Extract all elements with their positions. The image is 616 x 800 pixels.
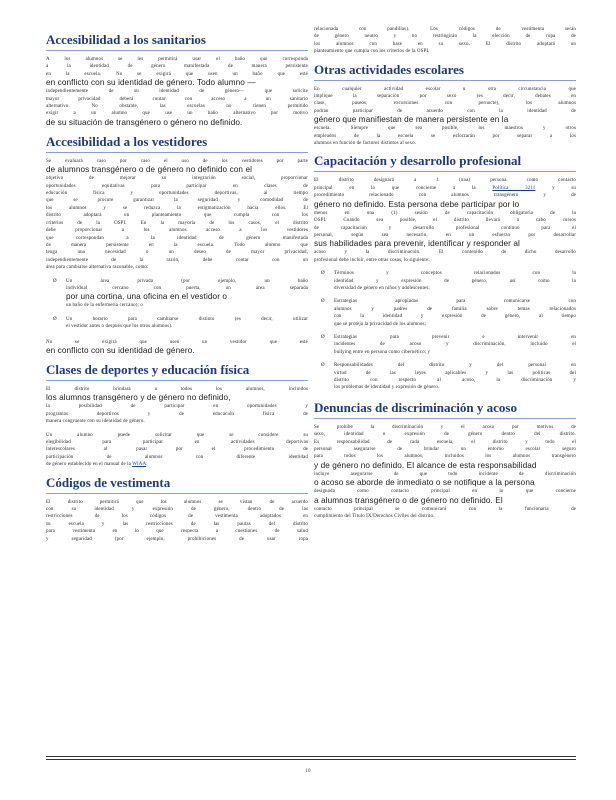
text-line: designada como contacto principal en lo que concierne (314, 489, 576, 495)
text-line: identidad y expresión de género, así como la (334, 278, 576, 284)
bullet-arrow-icon: Ø (321, 363, 325, 369)
bullet-item (321, 362, 576, 392)
text-line: restricciones de los códigos de vestimenta adoptados en (46, 514, 308, 520)
text-line: los alumnos transgénero y de género no definido, (46, 393, 231, 403)
text-line: para todos los alumnos, incluidos los alumnos transgénero (314, 454, 576, 460)
text-line: Términos y conceptos relacionados con la (334, 271, 576, 277)
text-line: los problemas de identidad y expresión de género. (334, 385, 440, 391)
text-line: género que manifiestan de manera persistente en la (314, 115, 509, 125)
section-heading-deportes: Clases de deportes y educación física (46, 362, 308, 381)
paragraph-vestimenta (46, 499, 308, 543)
text-line: que se proteja la privacidad de los alumnos; (334, 321, 427, 327)
text-line: bullying entre en persona como cibernético; y (334, 349, 431, 355)
bullet-arrow-icon: Ø (53, 278, 57, 284)
policy-link[interactable]: Política 3211 (492, 185, 536, 191)
text-line: programas deportivos y de educación física de (46, 411, 308, 417)
text-line: relacionada con pandillas). Los códigos de vestimenta serán (314, 27, 576, 32)
bullet-item (321, 270, 576, 292)
bullet-item (321, 334, 576, 356)
page-number: 10 (305, 769, 311, 774)
text-line: independientemente de su identidad de género— que solicite (46, 89, 308, 95)
text-line: a la identidad de género manifestada de manera persistente (46, 64, 308, 70)
section-heading-vestimenta: Códigos de vestimenta (46, 475, 308, 494)
text-line: de capacitación y desarrollo profesional continuo para el (314, 225, 576, 231)
text-line: clase, paseos, excursiones con pernocte), los alumnos (314, 101, 576, 107)
text-line: con su identidad y expresión de género, dentro de las (46, 507, 308, 513)
paragraph-deportes-1 (46, 386, 308, 426)
text-line: sus habilidades para prevenir, identificar y responder al (314, 239, 520, 249)
paragraph-denuncias (314, 424, 576, 521)
text-line: implique la separación por sexo (es decir, debates en (314, 94, 576, 100)
paragraph-sanitarios (46, 56, 308, 128)
text-line: menos en una (1) sesión de capacitación obligatoria de la (314, 210, 576, 216)
text-line: de género establecido en el manual de la WIAA. (46, 462, 148, 468)
section-heading-sanitarios: Accesibilidad a los sanitarios (46, 32, 308, 51)
paragraph-capacitacion (314, 177, 576, 264)
paragraph-otras-actividades (314, 86, 576, 148)
section-heading-otras-actividades: Otras actividades escolares (314, 62, 576, 81)
text-line: y de género no definido. El alcance de esta responsabilidad (314, 460, 537, 470)
text-line: en la escuela. No se exigirá que usen un baño que esté (46, 71, 308, 77)
text-line: la posibilidad de participar en oportunidades y (46, 404, 308, 410)
text-line: exigir a un alumno que use un baño alternativo por motivo (46, 111, 308, 117)
bullet-arrow-icon: Ø (321, 271, 325, 277)
text-line: que correspondan a la identidad de género manifestada (46, 235, 308, 241)
bullet-arrow-icon: Ø (321, 299, 325, 305)
text-line: manera congruente con su identidad de género. (46, 419, 145, 425)
text-line: educación física y oportunidades deportivas, al tiempo (46, 191, 308, 197)
text-line: o acoso se aborde de inmediato o se notifique a la persona (314, 478, 535, 488)
text-line: Responsabilidades del distrito y del personal en (334, 363, 576, 369)
text-line: escuela. Siempre que sea posible, los maestros y otros (314, 126, 576, 132)
section-heading-capacitacion: Capacitación y desarrollo profesional (314, 153, 576, 172)
text-line: incluye asegurarse de que todo incidente de discriminación (314, 471, 576, 477)
text-line: contacto principal se comunicará con la funcionaria de (314, 506, 576, 512)
text-line: personal asegurarse de brindar un entorno escolar seguro (314, 447, 576, 453)
text-line: mayor privacidad deberá contar con acceso a un sanitario (46, 96, 308, 102)
text-line: procedimiento relacionado con alumnos transgénero y de (314, 193, 576, 199)
text-line: elegibilidad para participar en actividades deportivas (46, 440, 308, 445)
text-line: Es responsabilidad de cada escuela, el distrito y todo el (314, 439, 576, 445)
text-line: empleados de la escuela se esforzarán por separar a los (314, 133, 576, 139)
paragraph-vestidores-note (46, 339, 308, 356)
text-line: Estrategias para prevenir e intervenir en (334, 334, 576, 340)
text-line: debe proporcionar a los alumnos acceso a los vestidores (46, 228, 308, 234)
paragraph-vestidores (46, 158, 308, 272)
text-line: los alumnos con base en su sexo. El distrito adoptará un (314, 41, 576, 47)
text-line: principal en lo que concierne a la Política 3211 y su (314, 185, 576, 191)
section-heading-denuncias: Denuncias de discriminación y acoso (314, 400, 576, 419)
text-line: género no definido. Esta persona debe participar por lo (314, 199, 520, 209)
text-line: distrito adoptará un planteamiento que cumpla con los (46, 213, 308, 219)
text-line: para vestimenta en lo que respecta a cuestiones de salud (46, 529, 308, 535)
text-line: un baño de la enfermería cercano); o (66, 303, 143, 309)
text-line: Un alumno puede solicitar que se considere su (46, 432, 308, 438)
text-line: individual cercano con puerta, un área separada (66, 285, 308, 291)
left-column (46, 26, 308, 549)
text-line: independientemente de la razón, debe contar con un (46, 257, 308, 263)
text-line: profesional debe incluir, entre otras cosas, lo siguiente: (314, 257, 430, 263)
text-line: en conflicto con su identidad de género. Todo alumno — (46, 78, 256, 88)
text-line: su escuela y las restricciones de las pautas del distrito (46, 521, 308, 527)
text-line: criterios de la OSPI. En la mayoría de los casos, el distrito (46, 220, 308, 226)
text-line: participación de alumnos con diferente identidad (46, 454, 308, 460)
bullet-arrow-icon: Ø (321, 334, 325, 340)
text-line: oportunidades equitativas para participar en clases de (46, 183, 308, 189)
text-line: el vestidor antes o después que los otros alumnos). (66, 324, 173, 330)
text-line: El distrito permitirá que los alumnos se vistan de acuerdo (46, 499, 308, 505)
capacitacion-bullet-list (314, 270, 576, 392)
text-line: de género neutro y no restringirán la elección de ropa de (314, 34, 576, 40)
text-line: que se procure garantizar la seguridad y comodidad de (46, 198, 308, 204)
bullet-item (53, 278, 308, 310)
text-line: a alumnos transgénero o de género no definido. El (314, 495, 503, 505)
text-line: sexo, identidad o expresión de género dentro del distrito. (314, 432, 576, 438)
text-line: alumnos y padres de familia sobre temas relacionados (334, 306, 576, 312)
text-line: objetivo de mejorar su integración social, proporcionar (46, 176, 308, 182)
text-line: y seguridad (por ejemplo, prohibiciones de usar ropa (46, 536, 308, 542)
text-line: podrán participar de acuerdo con la identidad de (314, 108, 576, 114)
policy-link[interactable]: WIAA (132, 462, 147, 468)
text-line: los alumnos y se reduzca la estigmatización hacia ellos. El (46, 205, 308, 211)
bullet-arrow-icon: Ø (53, 316, 57, 322)
text-line: A los alumnos se les permitirá usar el baño que corresponda (46, 57, 308, 62)
text-line: virtud de las leyes aplicables y las políticas del (334, 370, 576, 376)
vestidores-bullet-list (46, 278, 308, 331)
text-line: El distrito brindará a todos los alumnos, incluidos (46, 386, 308, 392)
text-line: incidentes de acoso y discriminación, incluido el (334, 342, 576, 348)
text-line: planteamiento que cumpla con los criterios de la OSPI. (314, 49, 430, 55)
text-line: En cualquier actividad escolar u otra circunstancia que (314, 86, 576, 92)
bullet-item (321, 298, 576, 328)
text-line: interescolares al pasar por el procedimiento de (46, 447, 308, 453)
text-line: OSPI. Cuando sea posible, el distrito llevará a cabo cursos (314, 218, 576, 224)
text-line: en conflicto con su identidad de género. (46, 345, 195, 355)
text-line: distrito con respecto al acoso, la discriminación y (334, 378, 576, 383)
text-line: No se exigirá que usen un vestidor que esté (46, 339, 308, 345)
text-line: Estrategias apropiadas para comunicarse con (334, 299, 576, 305)
text-line: El distrito designará a 1 (una) persona como contacto (314, 178, 576, 184)
section-heading-vestidores: Accesibilidad a los vestidores (46, 134, 308, 153)
text-line: área para cambiarse alternativa razonable, como: (46, 265, 149, 271)
text-line: con la identidad y expresión de género, al tiempo (334, 314, 576, 320)
footer-rule-top (46, 756, 576, 757)
text-line: tenga una necesidad o un deseo de mayor privacidad, (46, 250, 308, 256)
paragraph-vestimenta-cont (314, 26, 576, 56)
text-line: alternativo. No obstante, las escuelas no tienen permitido (46, 104, 308, 110)
text-line: por una cortina, una oficina en el vestidor o (66, 292, 228, 302)
text-line: alumnos en función de factores distintos al sexo. (314, 141, 417, 147)
text-line: Un área privada (por ejemplo, un baño (66, 278, 308, 284)
text-line: cumplimiento del Título IX/Derechos Civiles del distrito. (314, 514, 435, 520)
text-line: Un horario para cambiarse distinto (es decir, utilizar (66, 316, 308, 322)
text-line: de manera persistente en la escuela. Todo alumno que (46, 242, 308, 248)
text-line: diversidad de género en niños y adolescentes; (334, 285, 430, 291)
text-line: personal, según sea necesario, en un esfuerzo por desarrollar (314, 232, 576, 238)
text-line: acoso y la discriminación. El contenido de dicho desarrollo (314, 250, 576, 256)
text-line: Se prohíbe la discriminación y el acoso por motivos de (314, 424, 576, 430)
text-line: de su situación de transgénero o género no definido. (46, 117, 243, 127)
right-column (314, 26, 576, 526)
paragraph-deportes-2 (46, 432, 308, 469)
text-line: de alumnos transgénero o de género no definido con el (46, 165, 253, 175)
bullet-item (53, 316, 308, 331)
footer-rule-bottom (46, 759, 576, 760)
text-line: Se evaluará caso por caso el uso de los vestidores por parte (46, 158, 308, 164)
